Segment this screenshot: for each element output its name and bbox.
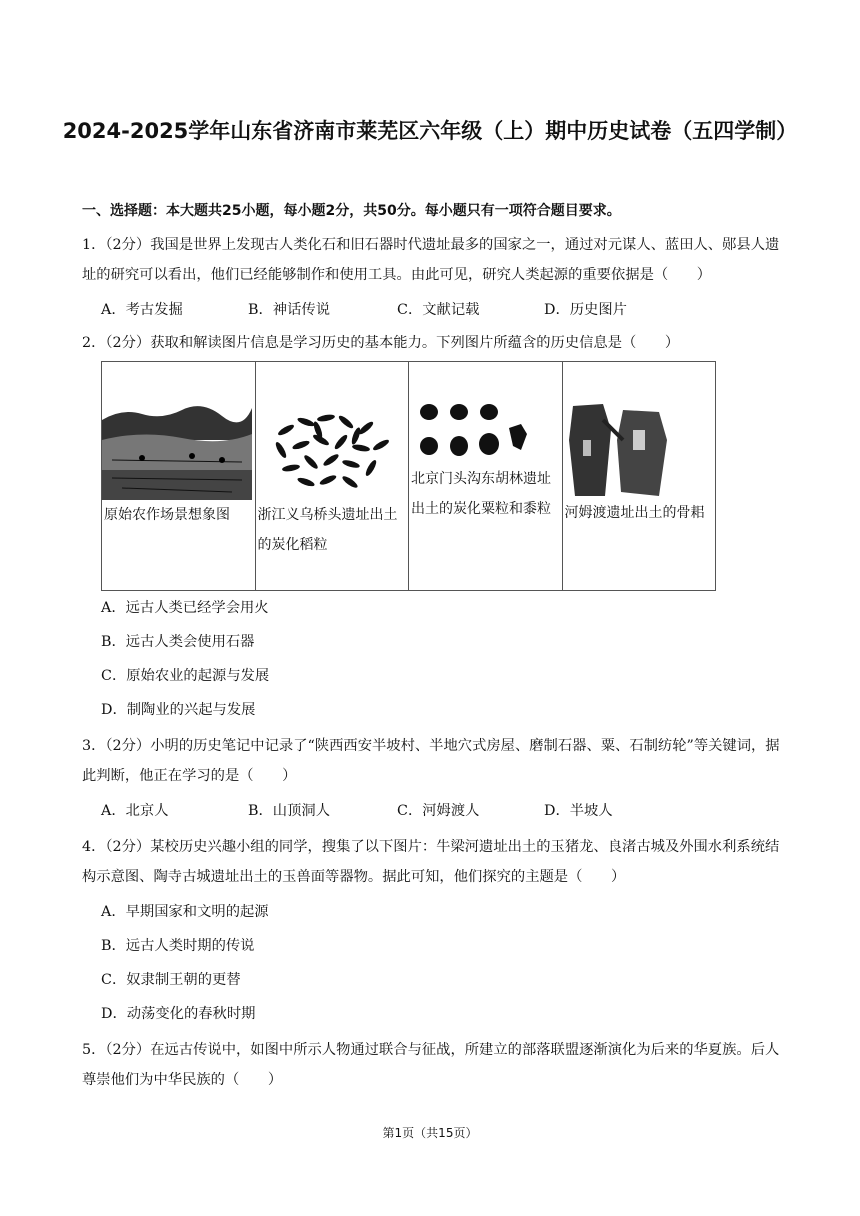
image-cell-bone-spade <box>562 362 716 591</box>
section-heading: 一、选择题：本大题共25小题，每小题2分，共50分。每小题只有一项符合题目要求。 <box>82 203 621 219</box>
exam-title: 2024-2025学年山东省济南市莱芜区六年级（上）期中历史试卷（五四学制） <box>62 119 798 143</box>
question-3-option-d: D．半坡人 <box>544 803 613 819</box>
question-4-option-c: C．奴隶制王朝的更替 <box>101 972 241 988</box>
question-2-image-table <box>101 361 716 591</box>
question-3-option-a: A．北京人 <box>101 803 169 819</box>
caption-bone-spade: 河姆渡遗址出土的骨耜 <box>564 505 705 521</box>
question-1-text: 1．（2分）我国是世界上发现古人类化石和旧石器时代遗址最多的国家之一，通过对元谋人、蓝田人、郧县人遗址的研究可以看出，他们已经能够制作和使用工具。由此可见，研究人类起源的重要依据是（ ） <box>82 237 780 283</box>
carbonized-rice-image <box>256 400 409 500</box>
question-3-option-c: C．河姆渡人 <box>397 803 480 819</box>
question-4-option-b: B．远古人类时期的传说 <box>101 938 255 954</box>
page-footer: 第1页（共15页） <box>382 1126 478 1140</box>
question-4-option-d: D．动荡变化的春秋时期 <box>101 1006 256 1022</box>
question-1-option-c: C．文献记载 <box>397 302 480 318</box>
question-1-option-a: A．考古发掘 <box>101 302 183 318</box>
question-3-option-b: B．山顶洞人 <box>248 803 330 819</box>
farming-scene-image <box>102 400 255 500</box>
question-1-option-d: D．历史图片 <box>544 302 627 318</box>
question-3-text: 3．（2分）小明的历史笔记中记录了“陕西西安半坡村、半地穴式房屋、磨制石器、粟、石制纺轮”等关键词，据此判断，他正在学习的是（ ） <box>82 738 780 784</box>
question-4-option-a: A．早期国家和文明的起源 <box>101 904 269 920</box>
caption-farming: 原始农作场景想象图 <box>104 507 230 523</box>
carbonized-millet-image <box>409 400 562 464</box>
question-2-option-a: A．远古人类已经学会用火 <box>101 600 269 616</box>
question-2-option-c: C．原始农业的起源与发展 <box>101 668 270 684</box>
question-2-option-d: D．制陶业的兴起与发展 <box>101 702 256 718</box>
image-cell-farming <box>102 362 256 591</box>
question-4-text: 4．（2分）某校历史兴趣小组的同学，搜集了以下图片：牛梁河遗址出土的玉猪龙、良渚古城及外围水利系统结构示意图、陶寺古城遗址出土的玉兽面等器物。据此可知，他们探究的主题是（ ） <box>82 839 780 885</box>
caption-millet: 北京门头沟东胡林遗址出土的炭化粟粒和黍粒 <box>411 471 551 517</box>
image-cell-rice <box>255 362 409 591</box>
caption-rice: 浙江义乌桥头遗址出土的炭化稻粒 <box>257 507 398 553</box>
question-2-text: 2．（2分）获取和解读图片信息是学习历史的基本能力。下列图片所蕴含的历史信息是（ ） <box>82 335 680 351</box>
question-5-text: 5．（2分）在远古传说中，如图中所示人物通过联合与征战，所建立的部落联盟逐渐演化为后来的华夏族。后人尊崇他们为中华民族的（ ） <box>82 1042 780 1088</box>
image-cell-millet <box>409 362 563 591</box>
bone-spade-image <box>563 400 716 498</box>
question-2-option-b: B．远古人类会使用石器 <box>101 634 255 650</box>
question-1-option-b: B．神话传说 <box>248 302 330 318</box>
